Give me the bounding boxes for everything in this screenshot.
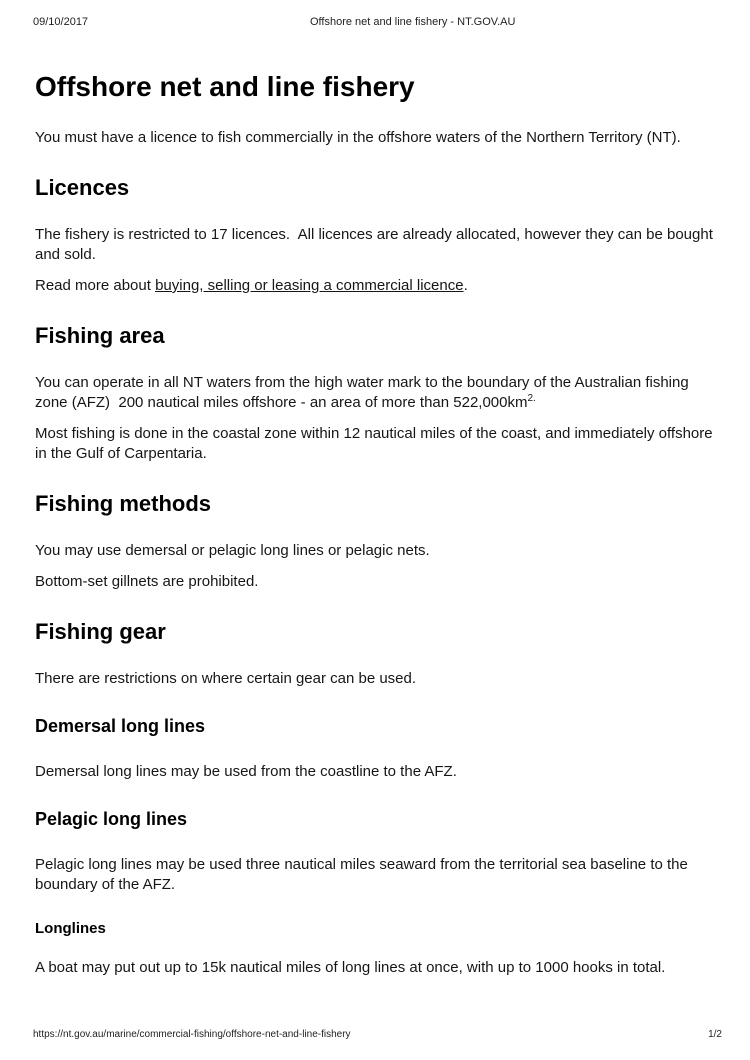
commercial-licence-link[interactable]: buying, selling or leasing a commercial licence bbox=[155, 277, 464, 294]
intro-paragraph: You must have a licence to fish commercially in the offshore waters of the Northern Territory (NT). bbox=[35, 129, 681, 146]
section-heading-licences: Licences bbox=[35, 175, 130, 200]
section-heading-fishing-methods: Fishing methods bbox=[35, 491, 211, 516]
subsection-heading-demersal-long-lines: Demersal long lines bbox=[35, 716, 206, 736]
print-header bbox=[0, 0, 750, 29]
licences-paragraph: The fishery is restricted to 17 licences. All licences are already allocated, however they can be bought and sold. bbox=[35, 226, 718, 263]
article-content bbox=[0, 71, 750, 978]
fishing-area-paragraph-1 bbox=[35, 373, 717, 413]
longlines-paragraph: A boat may put out up to 15k nautical miles of long lines at once, with up to 1000 hooks in total. bbox=[35, 959, 666, 976]
subsection-heading-pelagic-long-lines: Pelagic long lines bbox=[35, 809, 188, 829]
demersal-long-lines-paragraph: Demersal long lines may be used from the coastline to the AFZ. bbox=[35, 763, 457, 780]
km-squared-superscript: 2. bbox=[527, 393, 536, 404]
subsection-heading-longlines: Longlines bbox=[35, 920, 106, 937]
footer-source-url: https://nt.gov.au/marine/commercial-fishing/offshore-net-and-line-fishery bbox=[33, 1029, 351, 1040]
fishing-methods-paragraph-2: Bottom-set gillnets are prohibited. bbox=[35, 573, 259, 590]
print-date: 09/10/2017 bbox=[33, 16, 89, 28]
fishing-area-text: You can operate in all NT waters from the high water mark to the boundary of the Australian fishing zone (AFZ) 200 nautical miles offshore - an area of more than 522,000km bbox=[35, 374, 693, 411]
page-title: Offshore net and line fishery bbox=[35, 71, 415, 102]
fishing-gear-paragraph: There are restrictions on where certain gear can be used. bbox=[35, 670, 417, 687]
fishing-methods-paragraph-1: You may use demersal or pelagic long lines or pelagic nets. bbox=[35, 542, 430, 559]
section-heading-fishing-gear: Fishing gear bbox=[35, 619, 166, 644]
fishing-area-paragraph-2: Most fishing is done in the coastal zone within 12 nautical miles of the coast, and immediately offshore in the Gulf of Carpentaria. bbox=[35, 425, 717, 462]
print-doc-title: Offshore net and line fishery - NT.GOV.AU bbox=[310, 16, 516, 28]
read-more-suffix-text: . bbox=[463, 277, 468, 294]
pelagic-long-lines-paragraph: Pelagic long lines may be used three nautical miles seaward from the territorial sea baseline to the boundary of the AFZ. bbox=[35, 856, 693, 893]
section-heading-fishing-area: Fishing area bbox=[35, 323, 165, 348]
page-number-indicator: 1/2 bbox=[708, 1029, 722, 1040]
licences-read-more-paragraph bbox=[35, 276, 717, 296]
read-more-prefix-text: Read more about bbox=[35, 277, 156, 294]
